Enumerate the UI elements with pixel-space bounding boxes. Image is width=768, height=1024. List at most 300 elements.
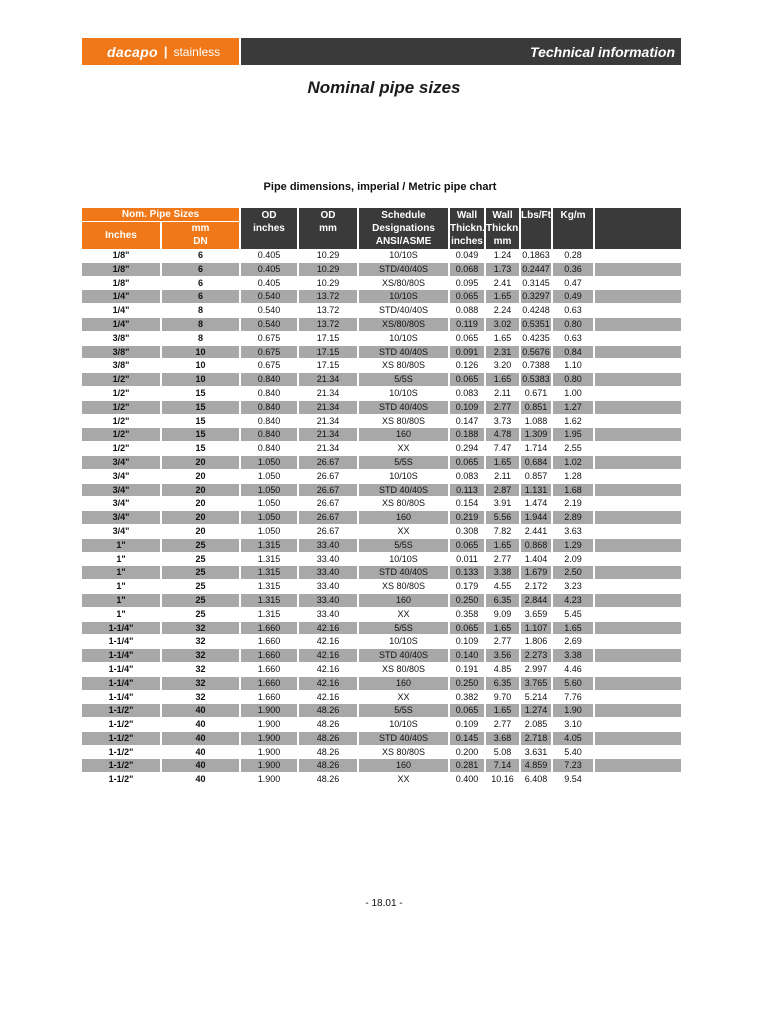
- cell-lbs-ft: 0.4248: [522, 305, 550, 316]
- brand-bar: [82, 38, 239, 65]
- cell-mm-dn: 40: [162, 759, 239, 772]
- cell-lbs-ft: 1.944: [521, 511, 551, 524]
- cell-kg-m: 1.65: [553, 622, 593, 635]
- cell-blank: [595, 332, 681, 345]
- cell-mm-dn: 20: [195, 498, 206, 509]
- cell-od-mm: 42.16: [299, 622, 357, 635]
- cell-od-inches: 0.840: [241, 401, 297, 414]
- cell-blank: [595, 704, 681, 717]
- cell-od-inches: 1.050: [241, 511, 297, 524]
- column-header-wall-thickness-inches: Wall Thickn. inches: [450, 210, 486, 247]
- cell-inches: 1": [116, 581, 126, 592]
- cell-schedule: 10/10S: [359, 290, 448, 303]
- cell-kg-m: 3.38: [553, 649, 593, 662]
- table-row: [82, 759, 681, 773]
- cell-blank: [595, 346, 681, 359]
- cell-od-mm: 13.72: [299, 318, 357, 331]
- cell-wall-mm: 1.65: [486, 456, 519, 469]
- cell-blank: [595, 746, 681, 759]
- cell-mm-dn: 6: [162, 263, 239, 276]
- cell-od-mm: 42.16: [316, 663, 340, 674]
- table-row: [82, 539, 681, 553]
- cell-wall-mm: 3.73: [493, 415, 512, 426]
- cell-od-inches: 1.900: [257, 774, 281, 785]
- table-row: [82, 746, 681, 760]
- cell-blank: [595, 484, 681, 497]
- cell-wall-inches: 0.109: [455, 636, 479, 647]
- cell-od-mm: 10.29: [316, 250, 340, 260]
- cell-mm-dn: 8: [162, 318, 239, 331]
- cell-kg-m: 1.00: [564, 387, 582, 398]
- cell-blank: [595, 442, 681, 455]
- cell-od-mm: 42.16: [316, 636, 340, 647]
- cell-lbs-ft: 1.309: [521, 428, 551, 441]
- cell-blank: [595, 594, 681, 607]
- cell-kg-m: 0.28: [564, 250, 582, 260]
- cell-blank: [595, 553, 681, 566]
- table-row: [82, 649, 681, 663]
- cell-blank: [595, 608, 681, 621]
- cell-kg-m: 5.45: [564, 608, 582, 619]
- cell-mm-dn: 20: [162, 511, 239, 524]
- table-row: [82, 773, 681, 787]
- cell-inches: 1/4": [112, 305, 130, 316]
- cell-wall-mm: 3.68: [486, 732, 519, 745]
- table-row: [82, 277, 681, 291]
- cell-schedule: 10/10S: [389, 250, 418, 260]
- cell-inches: 1-1/4": [82, 649, 160, 662]
- cell-od-inches: 0.840: [241, 428, 297, 441]
- cell-od-mm: 21.34: [316, 443, 340, 454]
- column-header-schedule-designations: Schedule Designations ANSI/ASME: [359, 208, 448, 249]
- table-row: [82, 387, 681, 401]
- cell-mm-dn: 25: [162, 566, 239, 579]
- cell-inches: 3/4": [112, 498, 130, 509]
- cell-mm-dn: 40: [195, 774, 206, 785]
- cell-od-inches: 1.660: [257, 636, 281, 647]
- cell-wall-mm: 2.77: [486, 401, 519, 414]
- cell-wall-mm: 2.11: [494, 470, 511, 481]
- cell-mm-dn: 6: [197, 277, 203, 288]
- cell-inches: 1-1/2": [108, 746, 134, 757]
- table-row: [82, 691, 681, 705]
- cell-inches: 1-1/2": [82, 732, 160, 745]
- cell-wall-mm: 7.82: [493, 525, 512, 536]
- nominal-pipe-sizes-header: [82, 208, 239, 249]
- cell-kg-m: 0.63: [564, 305, 582, 316]
- cell-od-mm: 26.67: [299, 456, 357, 469]
- cell-schedule: STD 40/40S: [359, 566, 448, 579]
- cell-inches: 1-1/4": [108, 663, 134, 674]
- table-row: [82, 553, 681, 567]
- cell-od-mm: 42.16: [299, 649, 357, 662]
- cell-inches: 1/4": [82, 318, 160, 331]
- cell-lbs-ft: 2.085: [524, 719, 548, 730]
- cell-schedule: XS 80/80S: [381, 498, 426, 509]
- cell-schedule: XS/80/80S: [359, 318, 448, 331]
- cell-schedule: XS 80/80S: [381, 415, 426, 426]
- cell-schedule: 10/10S: [389, 553, 418, 564]
- cell-inches: 1/8": [82, 263, 160, 276]
- cell-od-mm: 21.34: [299, 401, 357, 414]
- cell-lbs-ft: 3.631: [524, 746, 548, 757]
- cell-mm-dn: 8: [197, 305, 203, 316]
- cell-inches: 1": [82, 539, 160, 552]
- cell-od-mm: 21.34: [299, 428, 357, 441]
- cell-wall-inches: 0.065: [450, 373, 484, 386]
- cell-mm-dn: 10: [162, 373, 239, 386]
- cell-od-mm: 21.34: [316, 415, 340, 426]
- cell-kg-m: 4.23: [553, 594, 593, 607]
- table-row: [82, 442, 681, 456]
- cell-inches: 1-1/4": [82, 677, 160, 690]
- cell-od-inches: 1.900: [241, 732, 297, 745]
- cell-mm-dn: 32: [195, 691, 206, 702]
- cell-blank: [595, 759, 681, 772]
- cell-wall-mm: 1.65: [493, 332, 512, 343]
- cell-blank: [595, 373, 681, 386]
- column-header-kg-per-m: Kg/m: [553, 208, 593, 249]
- cell-od-inches: 1.660: [241, 649, 297, 662]
- table-row: [82, 263, 681, 277]
- cell-kg-m: 1.02: [553, 456, 593, 469]
- cell-blank: [595, 415, 681, 428]
- cell-wall-mm: 5.56: [486, 511, 519, 524]
- cell-schedule: 160: [359, 759, 448, 772]
- cell-kg-m: 1.62: [564, 415, 582, 426]
- cell-mm-dn: 25: [195, 581, 206, 592]
- cell-schedule: 10/10S: [389, 719, 418, 730]
- cell-lbs-ft: 4.859: [521, 759, 551, 772]
- cell-lbs-ft: 0.857: [524, 470, 548, 481]
- cell-od-inches: 1.050: [257, 525, 281, 536]
- cell-od-inches: 1.660: [257, 663, 281, 674]
- cell-inches: 1-1/2": [82, 759, 160, 772]
- cell-lbs-ft: 0.868: [521, 539, 551, 552]
- cell-od-inches: 1.315: [241, 566, 297, 579]
- brand-separator: |: [163, 44, 168, 59]
- cell-mm-dn: 25: [195, 608, 206, 619]
- cell-schedule: XS 80/80S: [381, 663, 426, 674]
- cell-blank: [595, 263, 681, 276]
- cell-mm-dn: 25: [195, 553, 206, 564]
- cell-wall-inches: 0.065: [450, 539, 484, 552]
- cell-lbs-ft: 0.4235: [522, 332, 550, 343]
- cell-inches: 1-1/4": [108, 636, 134, 647]
- table-row: [82, 663, 681, 677]
- cell-od-mm: 42.16: [316, 691, 340, 702]
- cell-schedule: XX: [397, 525, 410, 536]
- cell-od-inches: 1.315: [241, 539, 297, 552]
- cell-wall-inches: 0.095: [455, 277, 479, 288]
- cell-mm-dn: 15: [195, 387, 206, 398]
- cell-mm-dn: 8: [197, 332, 203, 343]
- cell-blank: [595, 635, 681, 648]
- column-header-inches: Inches: [82, 222, 160, 249]
- cell-blank: [595, 691, 681, 704]
- cell-mm-dn: 10: [162, 346, 239, 359]
- cell-wall-inches: 0.109: [450, 401, 484, 414]
- cell-wall-mm: 1.65: [486, 290, 519, 303]
- cell-blank: [595, 249, 681, 262]
- cell-kg-m: 2.19: [564, 498, 582, 509]
- cell-wall-inches: 0.119: [450, 318, 484, 331]
- cell-wall-inches: 0.294: [455, 443, 479, 454]
- cell-wall-inches: 0.126: [455, 360, 479, 371]
- cell-mm-dn: 20: [195, 470, 206, 481]
- cell-kg-m: 1.95: [553, 428, 593, 441]
- cell-schedule: STD 40/40S: [359, 346, 448, 359]
- cell-mm-dn: 15: [162, 428, 239, 441]
- cell-schedule: 10/10S: [389, 332, 418, 343]
- cell-lbs-ft: 6.408: [524, 774, 548, 785]
- cell-blank: [595, 649, 681, 662]
- cell-mm-dn: 40: [195, 746, 206, 757]
- cell-wall-inches: 0.083: [455, 387, 479, 398]
- cell-od-mm: 26.67: [316, 498, 340, 509]
- cell-wall-mm: 7.47: [493, 443, 512, 454]
- table-row: [82, 718, 681, 732]
- cell-kg-m: 2.50: [553, 566, 593, 579]
- cell-inches: 1": [82, 566, 160, 579]
- cell-inches: 1/4": [82, 290, 160, 303]
- table-row: [82, 497, 681, 511]
- cell-od-mm: 48.26: [299, 704, 357, 717]
- cell-lbs-ft: 0.684: [521, 456, 551, 469]
- cell-inches: 1-1/2": [108, 719, 134, 730]
- cell-lbs-ft: 0.5676: [522, 346, 550, 357]
- cell-blank: [595, 401, 681, 414]
- cell-wall-mm: 2.87: [486, 484, 519, 497]
- cell-wall-mm: 6.35: [486, 677, 519, 690]
- cell-od-mm: 10.29: [316, 277, 340, 288]
- cell-od-inches: 1.050: [257, 498, 281, 509]
- cell-lbs-ft: 2.997: [524, 663, 548, 674]
- page-title: Nominal pipe sizes: [307, 78, 461, 97]
- cell-lbs-ft: 1.088: [524, 415, 548, 426]
- cell-lbs-ft: 1.131: [521, 484, 551, 497]
- cell-wall-inches: 0.358: [455, 608, 479, 619]
- cell-blank: [595, 497, 681, 510]
- cell-lbs-ft: 3.765: [521, 677, 551, 690]
- cell-wall-inches: 0.382: [455, 691, 479, 702]
- cell-mm-dn: 20: [162, 484, 239, 497]
- cell-od-mm: 21.34: [299, 373, 357, 386]
- section-title: Technical information: [530, 43, 675, 60]
- cell-wall-inches: 0.308: [455, 525, 479, 536]
- cell-od-mm: 42.16: [299, 677, 357, 690]
- cell-lbs-ft: 0.5383: [522, 374, 550, 385]
- cell-wall-mm: 9.70: [493, 691, 512, 702]
- cell-lbs-ft: 2.844: [521, 594, 551, 607]
- cell-mm-dn: 32: [195, 663, 206, 674]
- cell-schedule: 5/5S: [359, 539, 448, 552]
- cell-kg-m: 3.23: [564, 581, 582, 592]
- cell-wall-inches: 0.065: [450, 456, 484, 469]
- table-row: [82, 470, 681, 484]
- cell-inches: 1/2": [112, 443, 130, 454]
- cell-lbs-ft: 0.5351: [522, 318, 550, 329]
- table-row: [82, 401, 681, 415]
- cell-od-mm: 26.67: [316, 525, 340, 536]
- cell-wall-inches: 0.065: [450, 290, 484, 303]
- cell-mm-dn: 40: [162, 732, 239, 745]
- cell-od-mm: 17.15: [316, 360, 340, 371]
- cell-od-mm: 13.72: [299, 290, 357, 303]
- cell-wall-inches: 0.281: [450, 759, 484, 772]
- cell-od-mm: 33.40: [316, 553, 340, 564]
- cell-od-mm: 33.40: [299, 539, 357, 552]
- cell-wall-inches: 0.083: [455, 470, 479, 481]
- cell-od-mm: 26.67: [299, 511, 357, 524]
- cell-blank: [595, 622, 681, 635]
- cell-od-inches: 0.840: [257, 415, 281, 426]
- cell-wall-inches: 0.133: [450, 566, 484, 579]
- cell-blank: [595, 387, 681, 400]
- cell-kg-m: 0.36: [553, 263, 593, 276]
- cell-kg-m: 0.84: [553, 346, 593, 359]
- cell-mm-dn: 15: [162, 401, 239, 414]
- cell-inches: 3/8": [112, 360, 130, 371]
- cell-mm-dn: 32: [162, 622, 239, 635]
- table-row: [82, 415, 681, 429]
- cell-blank: [595, 539, 681, 552]
- cell-od-inches: 1.660: [257, 691, 281, 702]
- cell-od-inches: 1.900: [257, 746, 281, 757]
- cell-schedule: STD 40/40S: [359, 484, 448, 497]
- table-row: [82, 290, 681, 304]
- cell-wall-mm: 4.78: [486, 428, 519, 441]
- cell-mm-dn: 25: [162, 594, 239, 607]
- cell-inches: 1/2": [112, 387, 130, 398]
- cell-schedule: XS 80/80S: [381, 746, 426, 757]
- cell-od-mm: 26.67: [316, 470, 340, 481]
- cell-inches: 1-1/2": [82, 704, 160, 717]
- cell-kg-m: 2.89: [553, 511, 593, 524]
- cell-kg-m: 3.63: [564, 525, 582, 536]
- cell-lbs-ft: 1.474: [524, 498, 548, 509]
- cell-schedule: 160: [359, 511, 448, 524]
- cell-lbs-ft: 2.172: [524, 581, 548, 592]
- cell-od-inches: 1.900: [241, 704, 297, 717]
- cell-od-mm: 10.29: [299, 263, 357, 276]
- cell-od-inches: 0.405: [257, 250, 281, 260]
- cell-blank: [595, 456, 681, 469]
- cell-od-mm: 17.15: [316, 332, 340, 343]
- cell-inches: 3/8": [82, 346, 160, 359]
- cell-blank: [595, 663, 681, 676]
- cell-inches: 3/4": [112, 470, 130, 481]
- column-header-mm-dn: mm DN: [162, 222, 239, 249]
- cell-kg-m: 3.10: [564, 719, 582, 730]
- cell-od-inches: 0.405: [257, 277, 281, 288]
- pipe-size-table: [82, 208, 681, 787]
- cell-mm-dn: 6: [197, 250, 203, 260]
- cell-inches: 1-1/4": [108, 691, 134, 702]
- cell-blank: [595, 718, 681, 731]
- table-row: [82, 635, 681, 649]
- group-header: Nom. Pipe Sizes: [82, 208, 239, 221]
- table-row: [82, 525, 681, 539]
- cell-inches: 1/8": [112, 277, 130, 288]
- cell-blank: [595, 525, 681, 538]
- cell-mm-dn: 20: [195, 525, 206, 536]
- table-row: [82, 511, 681, 525]
- cell-schedule: XX: [397, 691, 410, 702]
- cell-wall-mm: 2.24: [493, 305, 512, 316]
- table-row: [82, 332, 681, 346]
- cell-wall-inches: 0.113: [450, 484, 484, 497]
- cell-lbs-ft: 0.671: [524, 387, 548, 398]
- cell-blank: [595, 580, 681, 593]
- cell-wall-mm: 7.14: [486, 759, 519, 772]
- cell-kg-m: 0.49: [553, 290, 593, 303]
- cell-mm-dn: 32: [195, 636, 206, 647]
- cell-kg-m: 4.46: [564, 663, 582, 674]
- cell-wall-mm: 1.24: [493, 250, 512, 260]
- cell-inches: 1/2": [82, 401, 160, 414]
- cell-od-inches: 0.675: [241, 346, 297, 359]
- cell-wall-inches: 0.145: [450, 732, 484, 745]
- cell-od-inches: 0.840: [257, 387, 281, 398]
- cell-kg-m: 4.05: [553, 732, 593, 745]
- cell-blank: [595, 428, 681, 441]
- cell-blank: [595, 511, 681, 524]
- cell-od-inches: 0.540: [241, 290, 297, 303]
- cell-mm-dn: 40: [195, 719, 206, 730]
- cell-blank: [595, 290, 681, 303]
- cell-od-inches: 0.540: [241, 318, 297, 331]
- cell-wall-inches: 0.049: [455, 250, 479, 260]
- cell-inches: 3/4": [112, 525, 130, 536]
- cell-wall-mm: 1.65: [486, 539, 519, 552]
- cell-od-mm: 26.67: [299, 484, 357, 497]
- cell-lbs-ft: 0.851: [521, 401, 551, 414]
- table-row: [82, 249, 681, 263]
- cell-od-inches: 1.315: [241, 594, 297, 607]
- cell-wall-inches: 0.109: [455, 719, 479, 730]
- cell-schedule: XX: [397, 608, 410, 619]
- cell-kg-m: 7.76: [564, 691, 582, 702]
- cell-lbs-ft: 2.718: [521, 732, 551, 745]
- cell-wall-mm: 10.16: [491, 774, 514, 785]
- table-row: [82, 732, 681, 746]
- cell-mm-dn: 40: [162, 704, 239, 717]
- cell-kg-m: 1.10: [564, 360, 582, 371]
- cell-wall-mm: 4.85: [493, 663, 512, 674]
- cell-wall-inches: 0.065: [455, 332, 479, 343]
- table-row: [82, 608, 681, 622]
- cell-blank: [595, 304, 681, 317]
- cell-wall-mm: 3.91: [493, 498, 512, 509]
- cell-wall-mm: 2.41: [493, 277, 512, 288]
- table-row: [82, 484, 681, 498]
- table-row: [82, 580, 681, 594]
- cell-blank: [595, 566, 681, 579]
- cell-od-mm: 33.40: [299, 566, 357, 579]
- cell-wall-inches: 0.250: [450, 594, 484, 607]
- cell-wall-mm: 2.77: [493, 553, 512, 564]
- cell-inches: 1/2": [82, 373, 160, 386]
- cell-blank: [595, 470, 681, 483]
- cell-wall-mm: 2.31: [486, 346, 519, 359]
- cell-kg-m: 5.60: [553, 677, 593, 690]
- cell-wall-mm: 3.38: [486, 566, 519, 579]
- cell-lbs-ft: 0.7388: [522, 360, 550, 371]
- cell-schedule: 10/10S: [389, 636, 418, 647]
- column-header-blank: [595, 208, 681, 249]
- cell-schedule: STD 40/40S: [359, 732, 448, 745]
